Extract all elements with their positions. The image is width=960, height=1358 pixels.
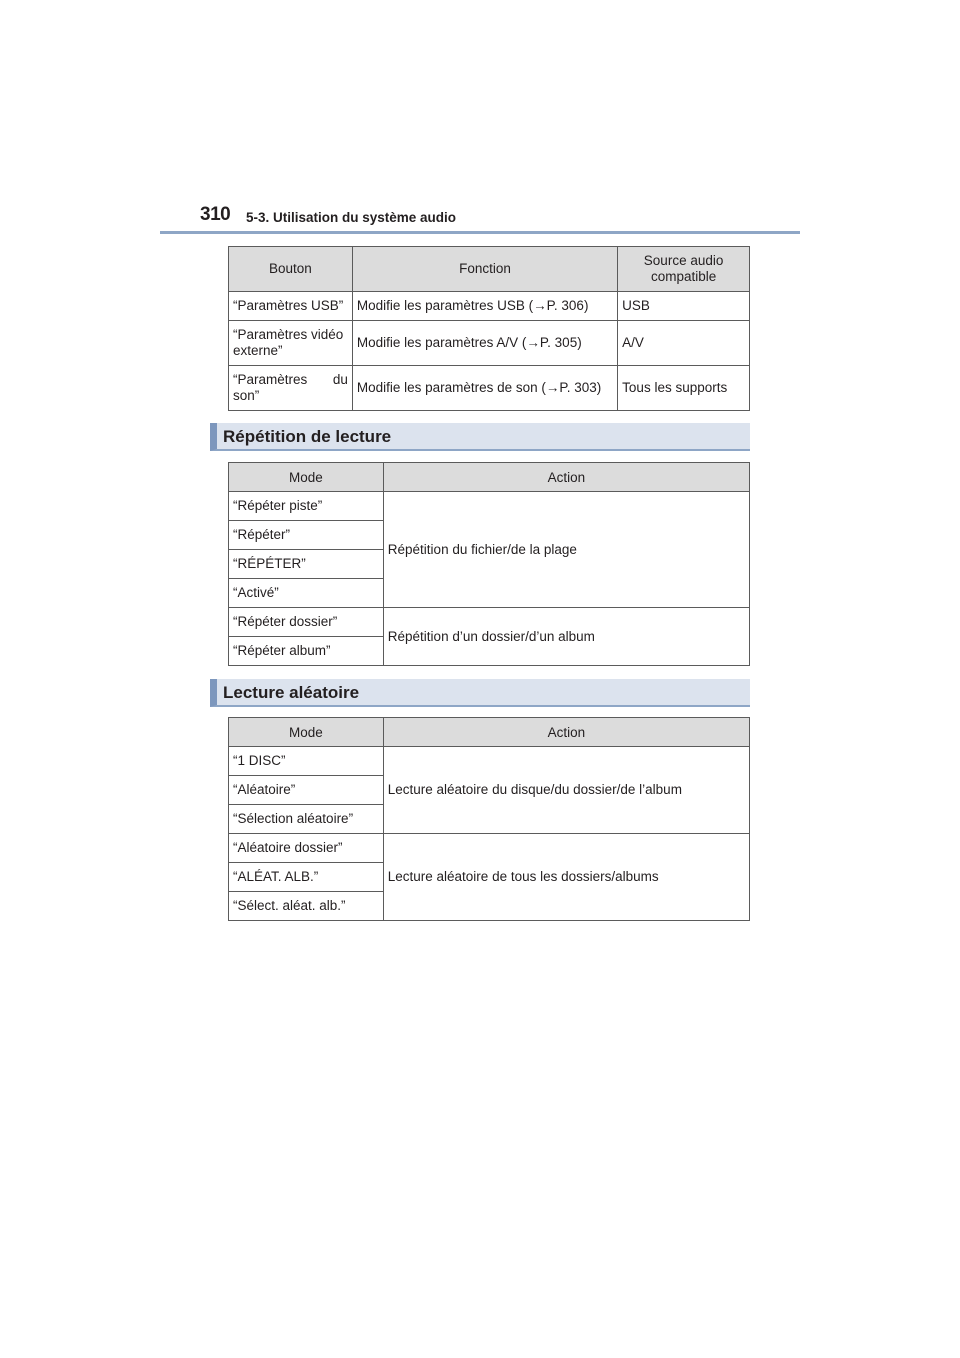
cell-fonction: Modifie les paramètres A/V (→P. 305) [352,321,617,366]
chapter-title: 5-3. Utilisation du système audio [246,210,457,225]
buttons-table [228,246,750,411]
random-table [228,717,750,921]
cell-source: A/V [618,321,750,366]
table-row [229,321,750,366]
cell-mode: “Activé” [229,579,384,608]
table-row [229,608,750,637]
page-header [160,204,800,236]
cell-mode: “Aléatoire” [229,776,384,805]
cell-action: Lecture aléatoire de tous les dossiers/albums [383,834,749,921]
cell-mode: “Répéter piste” [229,492,384,521]
section-title: Répétition de lecture [223,427,392,446]
cell-action: Lecture aléatoire du disque/du dossier/de l’album [383,747,749,834]
cell-mode: “Répéter” [229,521,384,550]
table-row [229,292,750,321]
cell-bouton: “Paramètres vidéo externe” [229,321,353,366]
header-mode: Mode [229,718,384,747]
cell-mode: “RÉPÉTER” [229,550,384,579]
section-heading-random [210,679,750,707]
header-action: Action [383,463,749,492]
table-header-row [229,247,750,292]
cell-source: Tous les supports [618,366,750,411]
cell-mode: “Sélection aléatoire” [229,805,384,834]
table-row [229,834,750,863]
header-source: Source audio compatible [618,247,750,292]
cell-fonction: Modifie les paramètres USB (→P. 306) [352,292,617,321]
cell-mode: “Sélect. aléat. alb.” [229,892,384,921]
header-bouton: Bouton [229,247,353,292]
table-header-row [229,718,750,747]
table-header-row [229,463,750,492]
cell-action: Répétition du fichier/de la plage [383,492,749,608]
cell-bouton: “Paramètres USB” [229,292,353,321]
header-action: Action [383,718,749,747]
cell-fonction: Modifie les paramètres de son (→P. 303) [352,366,617,411]
cell-mode: “1 DISC” [229,747,384,776]
table-row [229,366,750,411]
header-rule [160,231,800,234]
header-fonction: Fonction [352,247,617,292]
cell-source: USB [618,292,750,321]
cell-bouton: “Paramètres du son” [229,366,353,411]
cell-mode: “ALÉAT. ALB.” [229,863,384,892]
section-heading-repeat [210,423,750,451]
table-row [229,747,750,776]
cell-action: Répétition d’un dossier/d’un album [383,608,749,666]
cell-mode: “Répéter dossier” [229,608,384,637]
page-number: 310 [200,204,231,225]
cell-mode: “Aléatoire dossier” [229,834,384,863]
cell-mode: “Répéter album” [229,637,384,666]
table-row [229,492,750,521]
repeat-table [228,462,750,666]
header-mode: Mode [229,463,384,492]
section-title: Lecture aléatoire [223,683,360,702]
